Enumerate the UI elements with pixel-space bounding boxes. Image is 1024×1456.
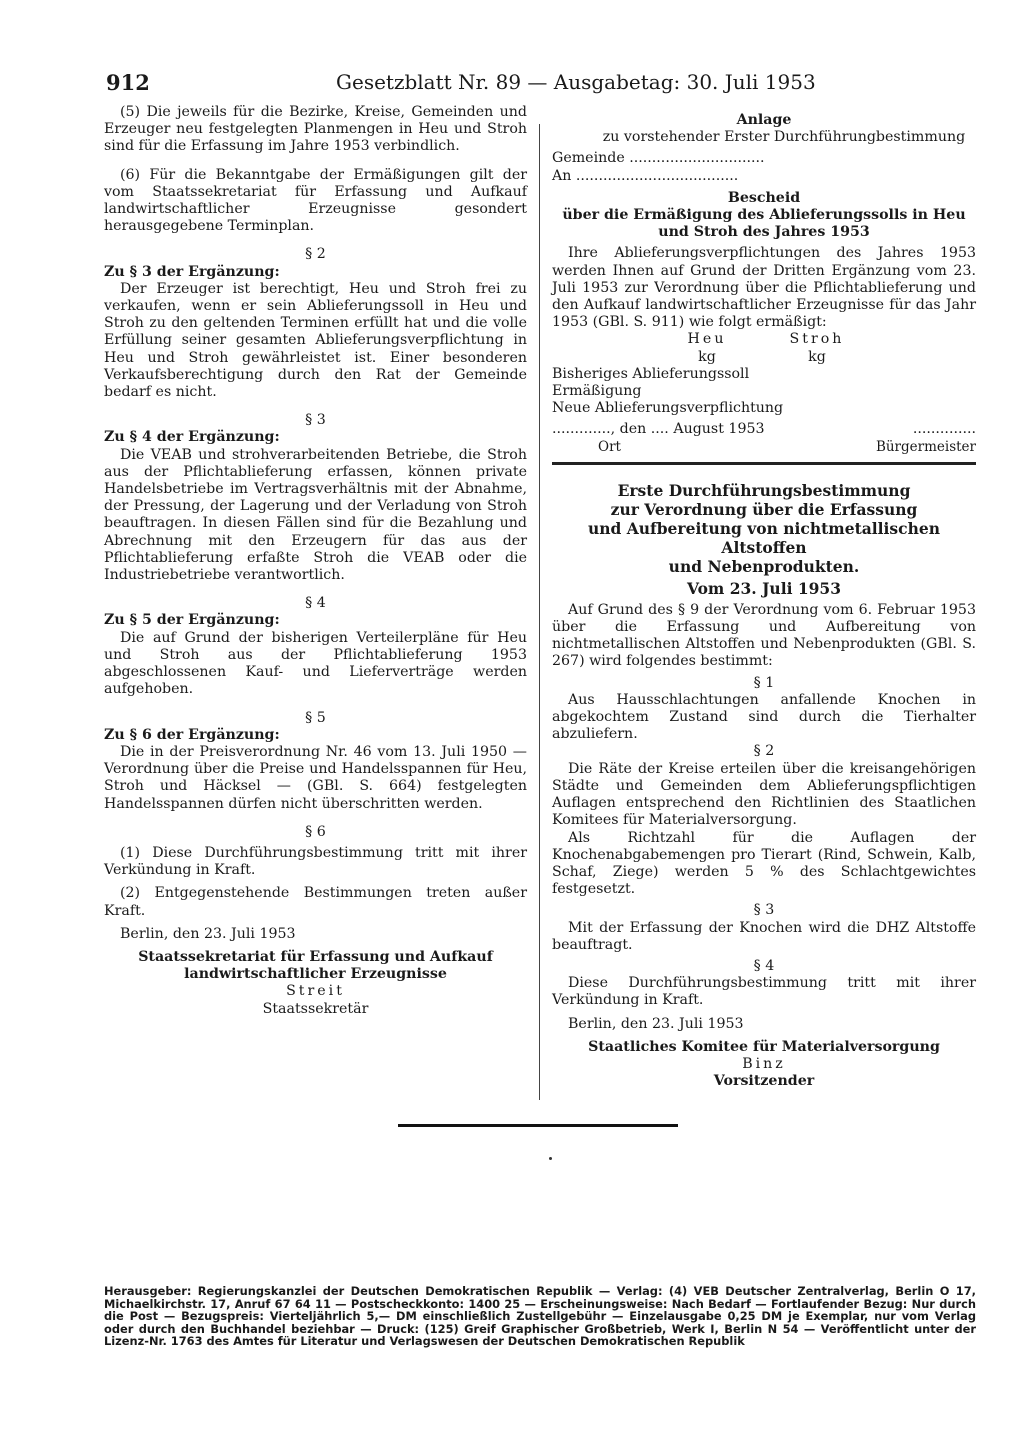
section-5-heading: § 5 [305, 709, 326, 726]
row-new-obligation: Neue Ablieferungsverpflichtung [552, 400, 784, 417]
bescheid-text: Ihre Ablieferungsverpflichtungen des Jahres 1953 werden Ihnen auf Grund der Dritten Ergänzung vom 23. Juli 1953 zur Verordnung über die Pflichtablieferung und den Aufkauf landwirtschaftlicher Erzeugnisse für das Jahr 1953 (GBl. S. 911) wie folgt ermäßigt: [552, 245, 976, 331]
section-2-text: Der Erzeuger ist berechtigt, Heu und Stroh frei zu verkaufen, wenn er sein Ablieferungssoll in Heu und Stroh zu den geltenden Terminen erfüllt hat und die volle Erfüllung seiner gesamten Ablieferungsverpflichtung in Heu und Stroh gewährleistet ist. Einer besonderen Verkaufsberechtigung durch den Rat der Gemeinde bedarf es nicht. [104, 280, 527, 401]
section-4-text: Die auf Grund der bisherigen Verteilerpläne für Heu und Stroh aus der Pflichtablieferung 1953 abgeschlossenen Kauf- und Lieferverträge werden aufgehoben. [104, 629, 527, 698]
left-column [104, 104, 527, 1018]
bescheid-subtitle-1: über die Ermäßigung des Ablieferungssolls in Heu [562, 207, 966, 224]
anlage-heading: Anlage [736, 112, 792, 128]
r-signer-name: Binz [742, 1055, 786, 1072]
section-3-heading: § 3 [305, 412, 326, 429]
ort-label: Ort [598, 438, 621, 455]
regulation-title-1: Erste Durchführungsbestimmung [617, 480, 911, 500]
buergermeister-label: Bürgermeister [875, 438, 976, 455]
zu-6-heading: Zu § 6 der Ergänzung: [104, 726, 280, 743]
section-6-heading: § 6 [305, 823, 326, 840]
r-signing-organization: Staatliches Komitee für Materialversorgung [588, 1038, 940, 1055]
date-line-left: ............., den .... August 1953 [552, 421, 765, 438]
r-section-1-text: Aus Hausschlachtungen anfallende Knochen in abgekochtem Zustand sind durch die Tierhalter abzuliefern. [552, 691, 976, 743]
r-section-3-text: Mit der Erfassung der Knochen wird die DHZ Altstoffe beauftragt. [552, 919, 976, 953]
column-divider [539, 124, 540, 1100]
row-previous-quota: Bisheriges Ablieferungssoll [552, 365, 750, 382]
paragraph-6: (6) Für die Bekanntgabe der Ermäßigungen gilt der vom Staatssekretariat für Erfassung und Aufkauf landwirtschaftlicher Erzeugnisse gesondert herausgegebene Terminplan. [104, 166, 527, 235]
r-section-1-heading: § 1 [753, 674, 775, 691]
r-section-4-text: Diese Durchführungsbestimmung tritt mit ihrer Verkündung in Kraft. [552, 975, 976, 1009]
section-3-text: Die VEAB und strohverarbeitenden Betriebe, die Stroh aus der Pflichtablieferung erfassen, können private Handelsbetriebe im Vertragsverhältnis mit der Abnahme, der Pressung, der Lagerung und der Verladung von Stroh beauftragen. In diesen Fällen sind für die Bezahlung und Abrechnung mit den Erzeugern für das aus der Pflichtablieferung erfaßte Stroh die VEAB oder die Industriebetriebe verantwortlich. [104, 446, 527, 584]
regulation-date: Vom 23. Juli 1953 [686, 578, 842, 598]
table-units [552, 349, 976, 366]
date-line-right: .............. [912, 421, 976, 438]
zu-5-heading: Zu § 5 der Ergänzung: [104, 612, 280, 629]
gazette-title: Gesetzblatt Nr. 89 — Ausgabetag: 30. Juli 1953 [336, 70, 816, 94]
anlage-subtitle: zu vorstehender Erster Durchführungbestimmung [602, 129, 966, 146]
col-heu: Heu [687, 331, 727, 348]
unit-stroh: kg [808, 348, 826, 365]
regulation-intro: Auf Grund des § 9 der Verordnung vom 6. Februar 1953 über die Erfassung und Aufbereitung von nichtmetallischen Altstoffen und Nebenprodukten (GBl. S. 267) wird folgendes bestimmt: [552, 601, 976, 670]
paragraph-5: (5) Die jeweils für die Bezirke, Kreise, Gemeinden und Erzeuger neu festgelegten Planmengen in Heu und Stroh sind für die Erfassung im Jahre 1953 verbindlich. [104, 104, 527, 155]
section-separator [552, 462, 976, 465]
bescheid-subtitle-2: und Stroh des Jahres 1953 [658, 224, 870, 241]
r-section-2-text-b: Als Richtzahl für die Auflagen der Knochenabgabemengen pro Tierart (Rind, Schwein, Kalb, Schaf, Ziege) werden 5 % des Schlachtgewichtes festgesetzt. [552, 829, 976, 898]
col-stroh: Stroh [789, 331, 845, 348]
end-rule [398, 1124, 678, 1127]
end-dot [549, 1157, 552, 1160]
section-6-text-2: (2) Entgegenstehende Bestimmungen treten außer Kraft. [104, 885, 527, 919]
imprint-text: Herausgeber: Regierungskanzlei der Deutschen Demokratischen Republik — Verlag: (4) VEB Deutscher Zentralverlag, Berlin O 17, Michaelkirchstr. 17, Anruf 67 64 11 — Postscheckkonto: 1400 25 — Erscheinungsweise: Nach Bedarf — Fortlaufender Bezug: Nur durch die Post — Bezugspreis: Vierteljährlich 5,— DM einschließlich Zustellgebühr — Einzelausgabe 0,25 DM je Exemplar, nur vom Verlag oder durch den Buchhandel beziehbar — Druck: (125) Greif Graphischer Großbetrieb, Werk I, Berlin N 54 — Veröffentlicht unter der Lizenz-Nr. 1763 des Amtes für Literatur und Verlagswesen der Deutschen Demokratischen Republik [104, 1284, 976, 1349]
zu-3-heading: Zu § 3 der Ergänzung: [104, 263, 280, 280]
section-5-text: Die in der Preisverordnung Nr. 46 vom 13. Juli 1950 — Verordnung über die Preise und Handelsspannen für Heu, Stroh und Häcksel — (GBl. S. 664) festgelegten Handelsspannen dürfen nicht überschritten werden. [104, 743, 527, 812]
section-2-heading: § 2 [305, 246, 326, 263]
signing-date: Berlin, den 23. Juli 1953 [120, 925, 296, 942]
regulation-title-2: zur Verordnung über die Erfassung [610, 499, 918, 519]
r-signer-role: Vorsitzender [713, 1073, 815, 1090]
row-reduction: Ermäßigung [552, 383, 642, 400]
r-section-4-heading: § 4 [753, 957, 775, 974]
gemeinde-line: Gemeinde .............................. [552, 150, 765, 167]
section-4-heading: § 4 [305, 595, 326, 612]
signer-role: Staatssekretär [262, 1000, 369, 1017]
table-header [552, 331, 976, 348]
imprint [104, 1285, 976, 1348]
signing-organization-line-2: landwirtschaftlicher Erzeugnisse [184, 966, 447, 983]
r-signing-date: Berlin, den 23. Juli 1953 [568, 1015, 744, 1032]
r-section-3-heading: § 3 [753, 902, 775, 919]
date-line [552, 421, 976, 438]
unit-heu: kg [698, 348, 716, 365]
r-section-2-heading: § 2 [753, 743, 775, 760]
r-section-2-text-a: Die Räte der Kreise erteilen über die kreisangehörigen Städte und Gemeinden dem Ablieferungspflichtigen Auflagen entsprechend den Richtlinien des Staatlichen Komitees für Materialversorgung. [552, 760, 976, 829]
regulation-title-4: und Nebenprodukten. [668, 556, 860, 576]
right-column [552, 104, 976, 1090]
signature-labels [552, 439, 976, 456]
an-line: An .................................... [552, 167, 739, 184]
page-header [106, 70, 976, 102]
zu-4-heading: Zu § 4 der Ergänzung: [104, 429, 280, 446]
section-6-text-1: (1) Diese Durchführungsbestimmung tritt mit ihrer Verkündung in Kraft. [104, 844, 527, 879]
bescheid-title: Bescheid [727, 189, 801, 206]
page-number: 912 [106, 70, 150, 95]
regulation-title-3: und Aufbereitung von nichtmetallischen Altstoffen [587, 518, 940, 557]
signing-organization-line-1: Staatssekretariat für Erfassung und Aufkauf [138, 948, 493, 965]
signer-name: Streit [286, 983, 345, 1000]
